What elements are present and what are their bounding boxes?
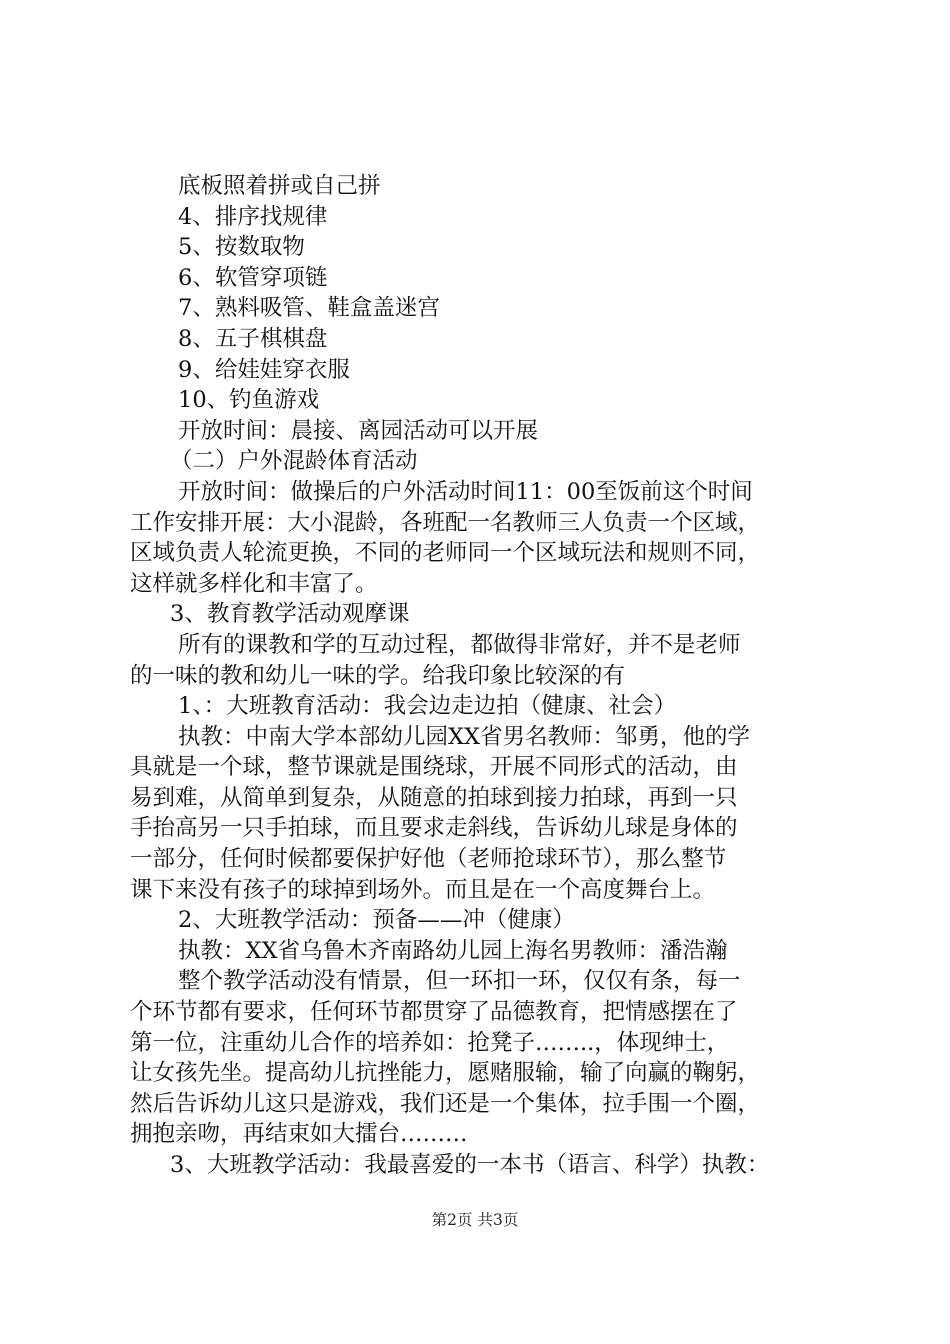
text-line: 3、教育教学活动观摩课 [170, 601, 410, 628]
text-line: 的一味的教和幼儿一味的学。给我印象比较深的有 [130, 662, 626, 689]
text-line: 整个教学活动没有情景，但一环扣一环，仅仅有条，每一 [178, 968, 741, 995]
document-body [130, 171, 835, 1181]
text-line: 10、钓鱼游戏 [178, 387, 320, 414]
text-line: 具就是一个球，整节课就是围绕球，开展不同形式的活动，由 [130, 754, 738, 781]
text-line: 开放时间：晨接、离园活动可以开展 [178, 417, 539, 444]
text-line: 执教：中南大学本部幼儿园XX省男名教师：邹勇，他的学 [178, 723, 751, 750]
text-line: 5、按数取物 [178, 234, 305, 261]
text-line: 3、大班教学活动：我最喜爱的一本书（语言、科学）执教： [170, 1152, 770, 1178]
text-line: 工作安排开展：大小混龄，各班配一名教师三人负责一个区域， [130, 509, 761, 536]
text-line: 课下来没有孩子的球掉到场外。而且是在一个高度舞台上。 [130, 876, 716, 903]
text-line: 所有的课教和学的互动过程，都做得非常好，并不是老师 [178, 631, 741, 658]
text-line: 9、给娃娃穿衣服 [178, 356, 350, 383]
text-line: 个环节都有要求，任何环节都贯穿了品德教育，把情感摆在了 [130, 999, 738, 1026]
text-line: 8、五子棋棋盘 [178, 325, 328, 352]
text-line: 6、软管穿项链 [178, 264, 328, 291]
text-line: 区域负责人轮流更换，不同的老师同一个区域玩法和规则不同， [130, 540, 761, 567]
text-line: （二）户外混龄体育活动 [170, 448, 418, 475]
text-line: 开放时间：做操后的户外活动时间11：00至饭前这个时间 [178, 478, 753, 505]
text-line: 然后告诉幼儿这只是游戏，我们还是一个集体，拉手围一个圈， [130, 1090, 761, 1117]
text-line: 第一位，注重幼儿合作的培养如：抢凳子……..，体现绅士， [130, 1029, 730, 1056]
text-line: 一部分，任何时候都要保护好他（老师抢球环节），那么整节 [130, 846, 727, 873]
text-line: 1、：大班教育活动：我会边走边拍（健康、社会） [178, 693, 677, 720]
text-line: 执教：XX省乌鲁木齐南路幼儿园上海名男教师：潘浩瀚 [178, 937, 728, 964]
text-line: 7、熟料吸管、鞋盒盖迷宫 [178, 295, 440, 322]
text-line: 这样就多样化和丰富了。 [130, 570, 378, 597]
text-line: 4、排序找规律 [178, 203, 328, 230]
text-line: 底板照着拼或自己拼 [178, 173, 381, 199]
text-line: 拥抱亲吻，再结束如大擂台……… [130, 1121, 468, 1148]
text-line: 2、大班教学活动：预备——冲（健康） [178, 907, 575, 934]
text-line: 手抬高另一只手拍球，而且要求走斜线，告诉幼儿球是身体的 [130, 815, 738, 842]
text-line: 让女孩先坐。提高幼儿抗挫能力，愿赌服输，输了向赢的鞠躬， [130, 1060, 761, 1087]
page-footer: 第2页 共3页 [431, 1211, 519, 1229]
text-line: 易到难，从简单到复杂，从随意的拍球到接力拍球，再到一只 [130, 784, 738, 811]
